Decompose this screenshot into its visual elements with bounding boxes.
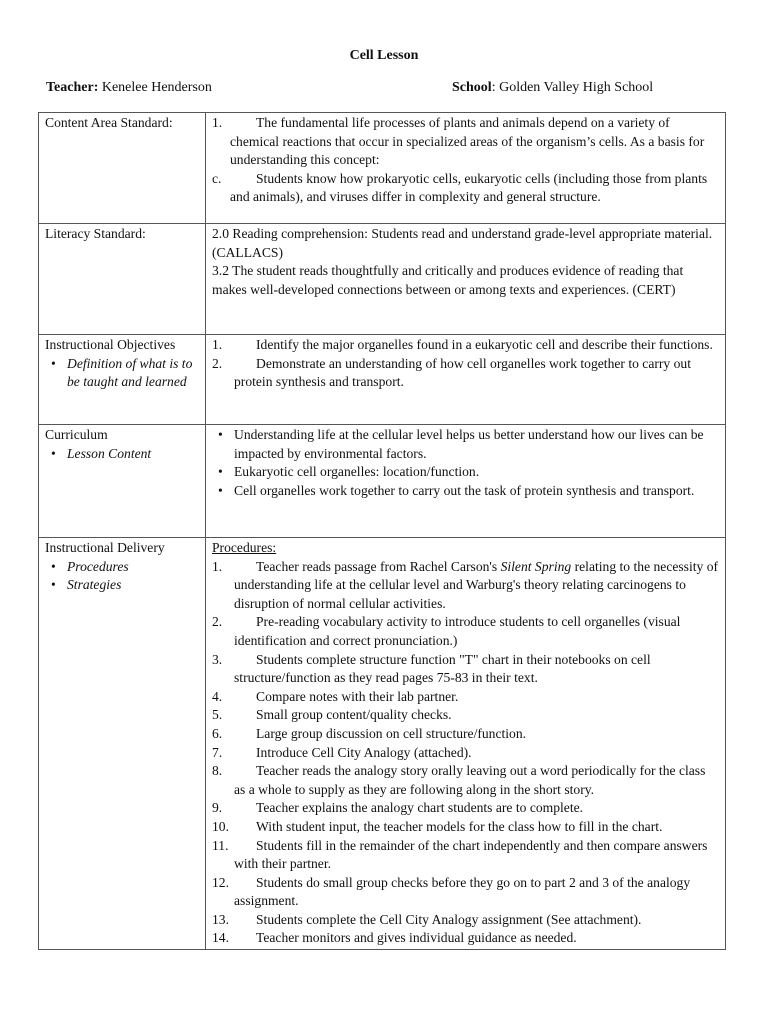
list-item <box>212 558 719 614</box>
list-item <box>212 725 719 744</box>
item-text: Small group content/quality checks. <box>256 707 452 723</box>
item-text: Pre-reading vocabulary activity to introduce students to cell organelles (visual identification and correct pronunciation.) <box>234 614 681 648</box>
list-item <box>212 688 719 707</box>
item-text: Demonstrate an understanding of how cell organelles work together to carry out protein synthesis and transport. <box>234 355 691 390</box>
item-text: relating to the necessity of understanding life at the cellular level and Warburg's theory relating carcinogens to disruption of normal cellular activities. <box>234 558 719 611</box>
list-item <box>212 706 719 725</box>
row-label: Content Area Standard: <box>39 113 206 224</box>
list-item <box>212 114 719 170</box>
item-number: 1. <box>212 558 223 574</box>
item-text: Identify the major organelles found in a eukaryotic cell and describe their functions. <box>256 337 713 352</box>
item-text: With student input, the teacher models for the class how to fill in the chart. <box>256 818 663 834</box>
list-item <box>212 336 719 355</box>
item-text: Students know how prokaryotic cells, eukaryotic cells (including those from plants and animals), and viruses differ in complexity and general structure. <box>230 170 708 205</box>
row-label-cell <box>39 335 206 425</box>
item-number: 5. <box>212 707 223 723</box>
table-row-content-standard <box>39 113 726 224</box>
row-label: Literacy Standard: <box>39 224 206 335</box>
item-number: 13. <box>212 911 229 927</box>
school-name: : Golden Valley High School <box>491 80 654 95</box>
item-number: 10. <box>212 818 229 834</box>
row-sublabel: • Strategies <box>51 577 122 593</box>
item-text: Students fill in the remainder of the chart independently and then compare answers with their partner. <box>234 837 708 872</box>
list-item <box>212 651 719 688</box>
item-text: Teacher explains the analogy chart students are to complete. <box>256 800 584 816</box>
item-number: 1. <box>212 337 223 352</box>
item-text: Compare notes with their lab partner. <box>256 688 459 704</box>
item-text: Large group discussion on cell structure/function. <box>256 725 527 741</box>
sublabel-text: Lesson Content <box>67 445 152 461</box>
item-text: Introduce Cell City Analogy (attached). <box>256 744 472 760</box>
list-item <box>212 355 719 392</box>
item-number: 6. <box>212 725 223 741</box>
item-number: 12. <box>212 874 229 890</box>
row-sublabel: • Lesson Content <box>51 445 152 461</box>
school-label: School <box>452 80 492 95</box>
lesson-plan-table <box>38 112 726 950</box>
sublabel-text: Procedures <box>67 558 129 574</box>
list-item: • Eukaryotic cell organelles: location/function. <box>218 464 480 480</box>
list-item <box>212 799 719 818</box>
item-number: 2. <box>212 614 223 630</box>
procedures-heading: Procedures: <box>212 540 277 555</box>
row-label-cell <box>39 425 206 538</box>
document-title: Cell Lesson <box>349 48 419 63</box>
literacy-standard-cell <box>206 224 726 335</box>
row-label-cell <box>39 538 206 950</box>
row-sublabel: • Definition of what is to be taught and learned <box>51 355 193 390</box>
list-item <box>212 762 719 799</box>
item-text: The fundamental life processes of plants and animals depend on a variety of chemical reactions that occur in specialized areas of the organism’s cells. As a basis for understanding this concept: <box>230 115 705 168</box>
item-text: Students complete structure function "T" chart in their notebooks on cell structure/function as they read pages 75-83 in their text. <box>234 651 651 686</box>
list-item <box>212 929 719 948</box>
list-item: • Understanding life at the cellular level helps us better understand how our lives can be impacted by environmental factors. <box>218 427 704 461</box>
row-label: Instructional Objectives <box>45 337 176 352</box>
item-text: Cell organelles work together to carry out the task of protein synthesis and transport. <box>234 482 695 498</box>
row-label: Instructional Delivery <box>45 540 165 555</box>
content-standard-cell <box>206 113 726 224</box>
list-item <box>212 744 719 763</box>
book-title: Silent Spring <box>500 558 572 574</box>
table-row-objectives <box>39 335 726 425</box>
sublabel-text: Definition of what is to be taught and learned <box>67 355 193 390</box>
row-label: Curriculum <box>45 427 108 442</box>
sublabel-text: Strategies <box>67 577 122 593</box>
teacher-line <box>46 80 212 96</box>
item-number: 7. <box>212 744 223 760</box>
curriculum-cell <box>206 425 726 538</box>
table-row-curriculum <box>39 425 726 538</box>
table-row-literacy-standard <box>39 224 726 335</box>
list-item: • Cell organelles work together to carry out the task of protein synthesis and transport. <box>218 482 695 498</box>
item-text: Understanding life at the cellular level helps us better understand how our lives can be impacted by environmental factors. <box>234 427 704 461</box>
item-text: Students complete the Cell City Analogy assignment (See attachment). <box>256 911 642 927</box>
item-text: Eukaryotic cell organelles: location/function. <box>234 464 480 480</box>
list-item <box>212 911 719 930</box>
item-number: 2. <box>212 355 223 371</box>
item-number: 11. <box>212 837 229 853</box>
item-number: 3. <box>212 651 223 667</box>
item-text: Teacher reads the analogy story orally leaving out a word periodically for the class as a whole to supply as they are following along in the short story. <box>234 763 706 797</box>
list-item <box>212 837 719 874</box>
item-number: 8. <box>212 763 223 779</box>
item-number: 4. <box>212 688 223 704</box>
item-number: 9. <box>212 800 223 816</box>
school-line <box>452 80 653 96</box>
row-sublabel: • Procedures <box>51 558 129 574</box>
item-text: Teacher reads passage from Rachel Carson's <box>256 558 501 574</box>
teacher-name: Kenelee Henderson <box>101 80 212 95</box>
list-item <box>212 170 719 207</box>
item-text: Students do small group checks before they go on to part 2 and 3 of the analogy assignment. <box>234 874 691 909</box>
item-number: c. <box>212 170 222 186</box>
list-item <box>212 874 719 911</box>
list-item <box>212 613 719 650</box>
item-number: 14. <box>212 930 229 946</box>
literacy-line: 2.0 Reading comprehension: Students read and understand grade-level appropriate material. (CALLACS) <box>212 226 713 260</box>
literacy-line: 3.2 The student reads thoughtfully and critically and produces evidence of reading that makes well-developed connections between or among texts and experiences. (CERT) <box>212 263 684 297</box>
delivery-cell <box>206 538 726 950</box>
list-item <box>212 818 719 837</box>
table-row-delivery <box>39 538 726 950</box>
item-text: Teacher monitors and gives individual guidance as needed. <box>256 930 577 946</box>
teacher-label: Teacher: <box>46 80 99 95</box>
objectives-cell <box>206 335 726 425</box>
item-number: 1. <box>212 115 223 130</box>
